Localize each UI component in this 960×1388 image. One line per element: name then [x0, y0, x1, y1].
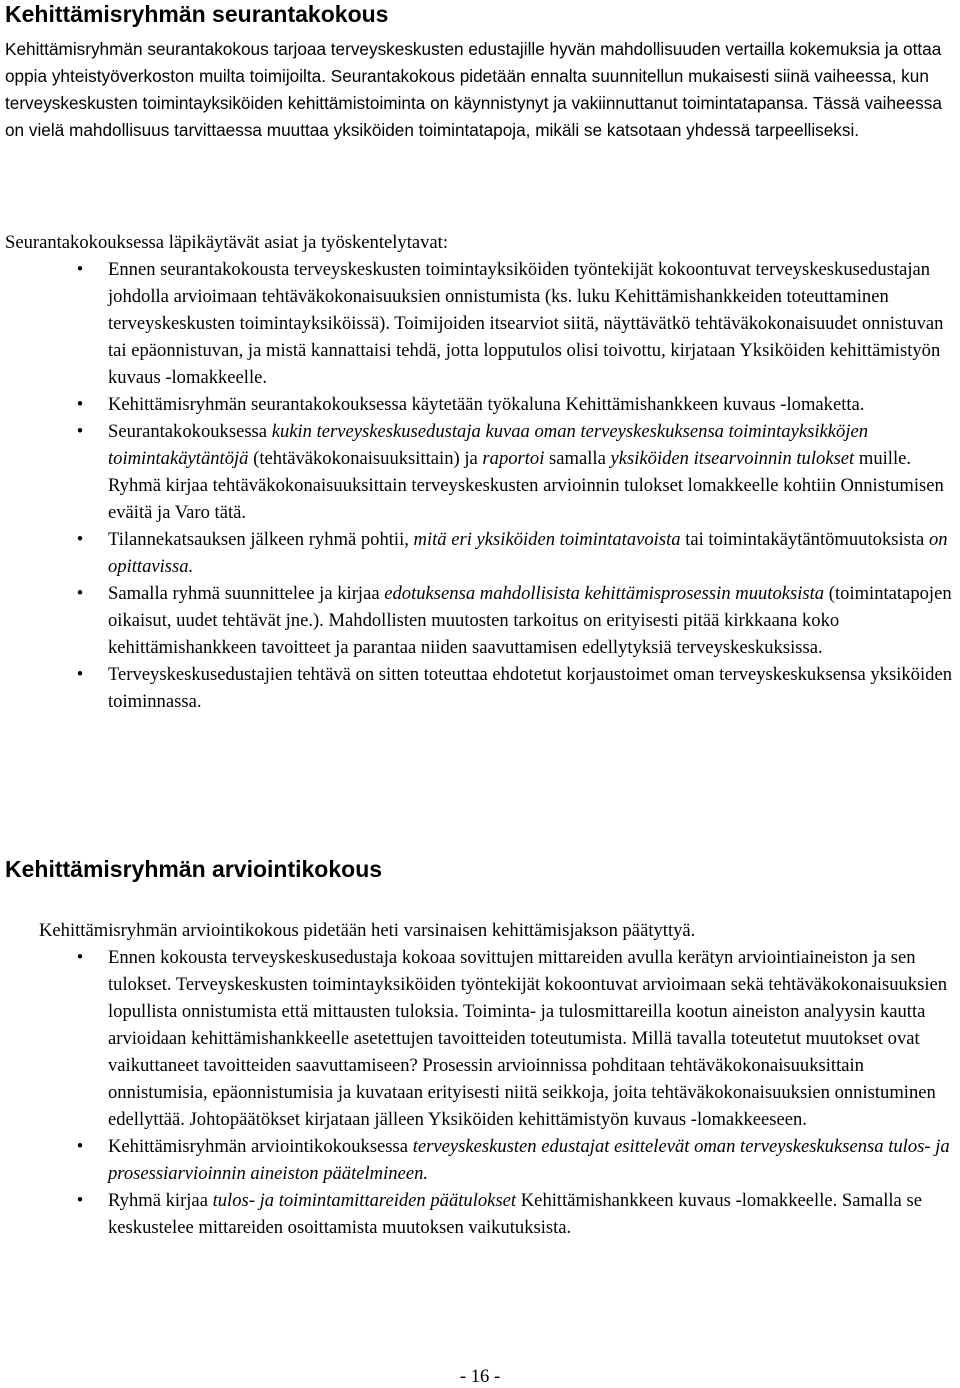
- list-item: • Tilannekatsauksen jälkeen ryhmä pohtii, mitä eri yksiköiden toimintatavoista tai toimintakäytäntömuutoksista on opittavissa.: [108, 526, 953, 580]
- bullet-icon: •: [76, 583, 84, 604]
- section-heading-arviointikokous: Kehittämisryhmän arviointikokous: [5, 856, 383, 882]
- section-lead-text: Kehittämisryhmän arviointikokous pidetään heti varsinaisen kehittämisjakson päätyttyä.: [39, 920, 696, 941]
- list-lead-text: Seurantakokouksessa läpikäytävät asiat ja työskentelytavat:: [5, 232, 449, 253]
- list-item: • Ryhmä kirjaa tulos- ja toimintamittareiden päätulokset Kehittämishankkeen kuvaus -lomakkeelle. Samalla se keskustelee mittareiden osoittamista muutoksen vaikutuksista.: [108, 1187, 953, 1241]
- bullet-icon: •: [76, 259, 84, 280]
- list-item: • Kehittämisryhmän seurantakokouksessa käytetään työkaluna Kehittämishankkeen kuvaus -lomaketta.: [108, 391, 953, 418]
- intro-paragraph: Kehittämisryhmän seurantakokous tarjoaa terveyskeskusten edustajille hyvän mahdollisuuden vertailla kokemuksia ja ottaa oppia yhteistyöverkoston muilta toimijoilta. Seurantakokous pidetään ennalta suunnitellun mukaisesti siinä vaiheessa, kun terveyskeskusten toimintayksiköiden kehittämistoiminta on käynnistynyt ja vakiinnuttanut toimintatapansa. Tässä vaiheessa on vielä mahdollisuus tarvittaessa muuttaa yksiköiden toimintatapoja, mikäli se katsotaan yhdessä tarpeelliseksi.: [5, 39, 942, 140]
- list-item: • Seurantakokouksessa kukin terveyskeskusedustaja kuvaa oman terveyskeskuksensa toimintayksikköjen toimintakäytäntöjä (tehtäväkokonaisuuksittain) ja raportoi samalla yksiköiden itsearvoinnin tulokset muille. Ryhmä kirjaa tehtäväkokonaisuuksittain terveyskeskusten arvioinnin tulokset lomakkeelle kohtiin Onnistumisen eväitä ja Varo tätä.: [108, 418, 953, 526]
- bullet-icon: •: [76, 1190, 84, 1211]
- bullet-icon: •: [76, 421, 84, 442]
- page-number: - 16 -: [459, 1366, 501, 1387]
- bullet-icon: •: [76, 1136, 84, 1157]
- section-heading-seurantakokous: Kehittämisryhmän seurantakokous: [5, 1, 389, 27]
- list-item: • Kehittämisryhmän arviointikokouksessa terveyskeskusten edustajat esittelevät oman terveyskeskuksensa tulos- ja prosessiarvioinnin aineiston päätelmineen.: [108, 1133, 953, 1187]
- list-item: • Ennen kokousta terveyskeskusedustaja kokoaa sovittujen mittareiden avulla kerätyn arviointiaineiston ja sen tulokset. Terveyskeskusten toimintayksiköiden työntekijät kokoontuvat arvioimaan sekä tehtäväkokonaisuuksien lopullista onnistumista että mittausten tuloksia. Toiminta- ja tulosmittareilla kootun aineiston analyysin kautta arvioidaan kehittämishankkeelle asetettujen tavoitteiden toteutumista. Millä tavalla toteutetut muutokset ovat vaikuttaneet tavoitteiden saavuttamiseen? Prosessin arvioinnissa pohditaan tehtäväkokonaisuuksittain onnistumisia, epäonnistumisia ja kuvataan erityisesti niitä seikkoja, joita tehtäväkokonaisuuksien onnistuminen edellyttää. Johtopäätökset kirjataan jälleen Yksiköiden kehittämistyön kuvaus -lomakkeeseen.: [108, 944, 953, 1133]
- bullet-list-arviointikokous: [76, 944, 953, 1241]
- list-item: • Samalla ryhmä suunnittelee ja kirjaa edotuksensa mahdollisista kehittämisprosessin muutoksista (toimintatapojen oikaisut, uudet tehtävät jne.). Mahdollisten muutosten tarkoitus on erityisesti pitää kirkkaana koko kehittämishankkeen tavoitteet ja parantaa niiden saavuttamisen edellytyksiä terveyskeskuksissa.: [108, 580, 953, 661]
- list-item: • Ennen seurantakokousta terveyskeskusten toimintayksiköiden työntekijät kokoontuvat terveyskeskusedustajan johdolla arvioimaan tehtäväkokonaisuuksien onnistumista (ks. luku Kehittämishankkeiden toteuttaminen terveyskeskusten toimintayksiköissä). Toimijoiden itsearviot siitä, näyttävätkö tehtäväkokonaisuudet onnistuvan tai epäonnistuvan, ja mistä kannattaisi tehdä, jotta lopputulos olisi toivottu, kirjataan Yksiköiden kehittämistyön kuvaus -lomakkeelle.: [108, 256, 953, 391]
- bullet-list-seurantakokous: [76, 256, 953, 715]
- bullet-icon: •: [76, 529, 84, 550]
- bullet-icon: •: [76, 664, 84, 685]
- bullet-icon: •: [76, 394, 84, 415]
- bullet-icon: •: [76, 947, 84, 968]
- list-item: • Terveyskeskusedustajien tehtävä on sitten toteuttaa ehdotetut korjaustoimet oman terveyskeskuksensa yksiköiden toiminnassa.: [108, 661, 953, 715]
